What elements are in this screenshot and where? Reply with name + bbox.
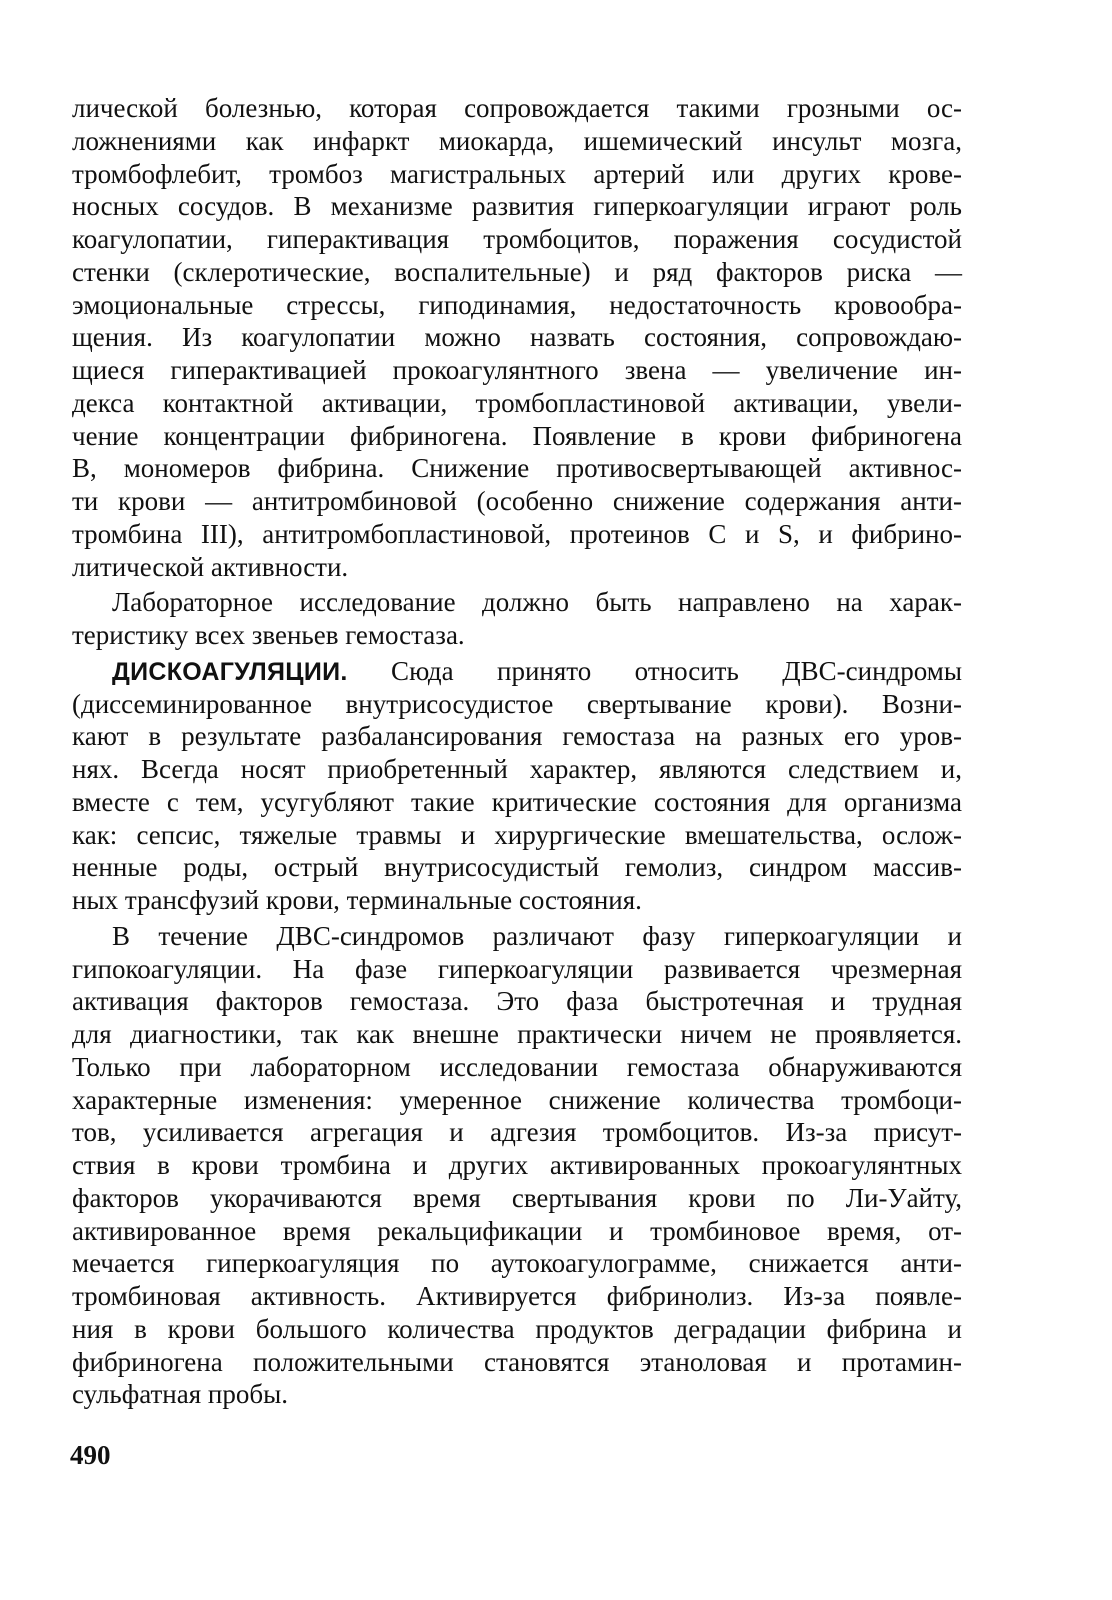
paragraph [72, 92, 962, 583]
text-line: В течение ДВС-синдромов различают фазу гиперкоагуляции и [112, 920, 962, 951]
section-term: ДИСКОАГУЛЯЦИИ. [112, 657, 348, 686]
paragraph [72, 655, 962, 917]
page-number: 490 [70, 1440, 111, 1470]
text-line: Только при лабораторном исследовании гемостаза обнаруживаются [72, 1051, 962, 1082]
text-line: Лабораторное исследование должно быть направлено на харак- [112, 587, 962, 618]
text-line-rest: Сюда принято относить ДВС-синдромы [347, 655, 962, 686]
text-line: ствия в крови тромбина и других активированных прокоагулянтных [72, 1150, 962, 1180]
text-line: щиеся гиперактивацией прокоагулянтного звена — увеличение ин- [72, 355, 962, 385]
text-line: тов, усиливается агрегация и адгезия тромбоцитов. Из-за присут- [72, 1117, 962, 1148]
text-line: кают в результате разбалансирования гемостаза на разных его уров- [72, 721, 962, 752]
body-text [72, 92, 962, 1414]
paragraph [72, 586, 962, 652]
text-line [72, 655, 962, 688]
text-line: эмоциональные стрессы, гиподинамия, недостаточность кровообра- [72, 289, 962, 320]
text-line: тромбина III), антитромбопластиновой, протеинов С и S, и фибрино- [72, 518, 962, 549]
text-line: характерные изменения: умеренное снижение количества тромбоци- [72, 1084, 962, 1115]
text-line: активированное время рекальцификации и тромбиновое время, от- [72, 1215, 962, 1246]
paragraph [72, 920, 962, 1411]
text-line: чение концентрации фибриногена. Появление в крови фибриногена [72, 420, 962, 451]
text-line: коагулопатии, гиперактивация тромбоцитов, поражения сосудистой [72, 224, 962, 254]
text-line: лической болезнью, которая сопровождается такими грозными ос- [72, 93, 962, 123]
text-line: ных трансфузий крови, терминальные состояния. [72, 885, 642, 915]
text-line: литической активности. [72, 551, 349, 582]
text-line: факторов укорачиваются время свертывания крови по Ли-Уайту, [72, 1182, 962, 1213]
text-line: вместе с тем, усугубляют такие критические состояния для организма [72, 786, 962, 817]
text-line: декса контактной активации, тромбопластиновой активации, увели- [72, 387, 962, 418]
text-line: гипокоагуляции. На фазе гиперкоагуляции развивается чрезмерная [72, 953, 962, 984]
text-line: (диссеминированное внутрисосудистое свертывание крови). Возни- [72, 688, 962, 719]
text-line: носных сосудов. В механизме развития гиперкоагуляции играют роль [72, 191, 962, 222]
text-line: ненные роды, острый внутрисосудистый гемолиз, синдром массив- [72, 852, 962, 883]
text-line: для диагностики, так как внешне практически ничем не проявляется. [72, 1019, 962, 1049]
text-line: щения. Из коагулопатии можно назвать состояния, сопровождаю- [72, 322, 962, 353]
text-line: теристику всех звеньев гемостаза. [72, 620, 465, 650]
text-line: нях. Всегда носят приобретенный характер, являются следствием и, [72, 754, 962, 784]
paragraph-gap [72, 1411, 962, 1414]
text-line: тромбофлебит, тромбоз магистральных артерий или других крове- [72, 158, 962, 189]
text-line: стенки (склеротические, воспалительные) и ряд факторов риска — [72, 256, 962, 287]
text-line: как: сепсис, тяжелые травмы и хирургические вмешательства, ослож- [72, 819, 962, 850]
text-line: В, мономеров фибрина. Снижение противосвертывающей активнос- [72, 453, 962, 484]
text-line: ти крови — антитромбиновой (особенно снижение содержания анти- [72, 486, 962, 516]
text-line: активация факторов гемостаза. Это фаза быстротечная и трудная [72, 986, 962, 1017]
text-line: мечается гиперкоагуляция по аутокоагулограмме, снижается анти- [72, 1248, 962, 1279]
text-line: сульфатная пробы. [72, 1379, 288, 1410]
text-line: тромбиновая активность. Активируется фибринолиз. Из-за появле- [72, 1281, 962, 1311]
text-line: ния в крови большого количества продуктов деградации фибрина и [72, 1313, 962, 1344]
text-line: фибриногена положительными становятся этаноловая и протамин- [72, 1346, 962, 1377]
text-line: ложнениями как инфаркт миокарда, ишемический инсульт мозга, [72, 125, 962, 156]
